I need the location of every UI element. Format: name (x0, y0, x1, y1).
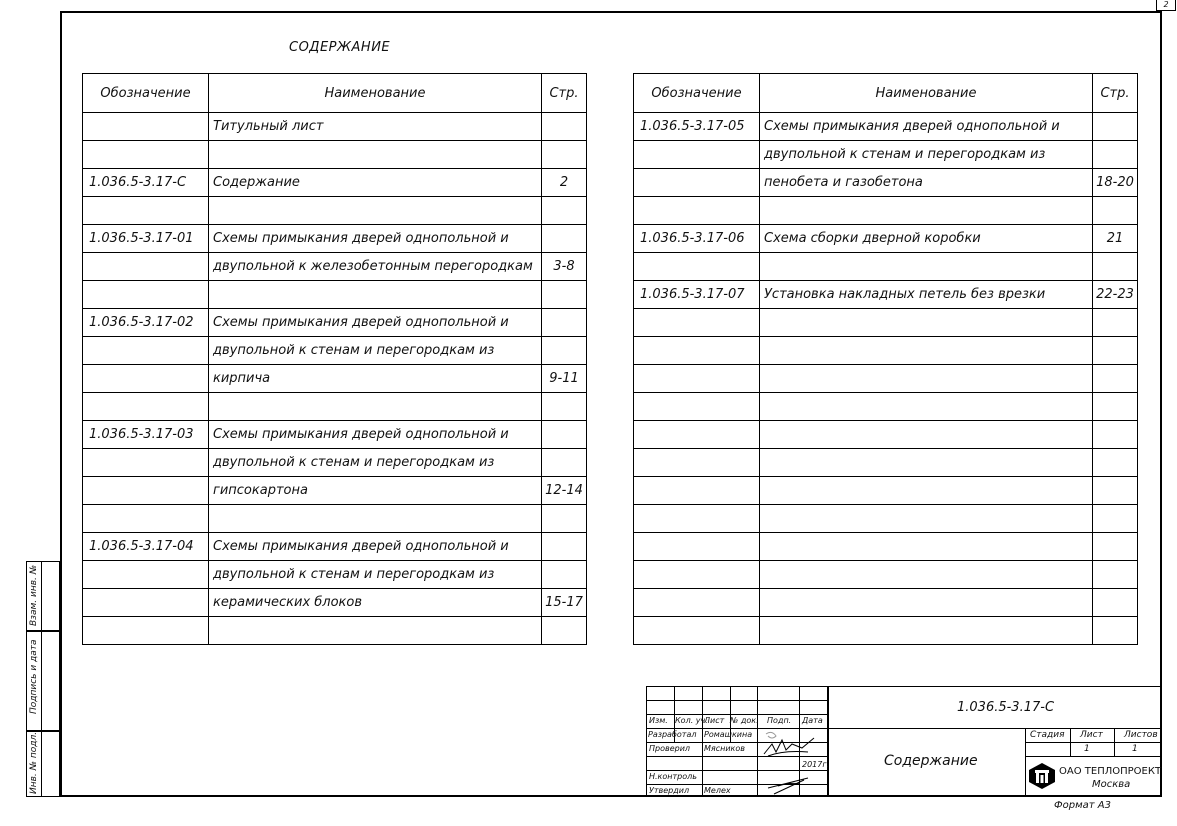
cell-designation: 1.036.5-3.17-07 (634, 281, 760, 309)
cell-name: Установка накладных петель без врезки (760, 281, 1093, 309)
cell-name (209, 197, 542, 225)
cell-name (760, 309, 1093, 337)
cell-name: Схемы примыкания дверей однопольной и (209, 421, 542, 449)
side-stamp-inv (26, 731, 60, 797)
table-row (83, 617, 587, 645)
side-label-vzam: Взам. инв. № (29, 564, 39, 626)
cell-name: Содержание (209, 169, 542, 197)
sheet-number: 2 (1156, 0, 1176, 11)
cell-designation (634, 393, 760, 421)
org-logo-icon (1027, 762, 1057, 790)
cell-designation: 1.036.5-3.17-05 (634, 113, 760, 141)
cell-page: 15-17 (542, 589, 587, 617)
cell-name (760, 589, 1093, 617)
table-row (83, 225, 587, 253)
table-row (634, 561, 1138, 589)
table-row (83, 309, 587, 337)
table-row (83, 477, 587, 505)
cell-page (542, 113, 587, 141)
role-prov: Проверил (649, 744, 691, 753)
cell-name (760, 393, 1093, 421)
cell-page (1093, 141, 1138, 169)
page-title: СОДЕРЖАНИЕ (289, 40, 391, 55)
table-row (634, 589, 1138, 617)
toc-table-left (82, 73, 587, 645)
cell-name (209, 281, 542, 309)
cell-name (760, 505, 1093, 533)
name-razrab: Ромашкина (704, 730, 753, 739)
listov-label: Листов (1124, 730, 1158, 740)
col-ndok: № док. (730, 716, 759, 725)
role-nkontr: Н.контроль (649, 772, 697, 781)
cell-page: 9-11 (542, 365, 587, 393)
cell-designation (634, 169, 760, 197)
doc-code: 1.036.5-3.17-С (957, 700, 1055, 715)
cell-name: керамических блоков (209, 589, 542, 617)
table-row (634, 365, 1138, 393)
cell-page (1093, 421, 1138, 449)
table-row (83, 533, 587, 561)
year: 2017г. (802, 760, 830, 769)
cell-name: двупольной к стенам и перегородкам из (209, 561, 542, 589)
cell-name: Схема сборки дверной коробки (760, 225, 1093, 253)
header-name: Наименование (760, 74, 1093, 113)
table-row (83, 253, 587, 281)
list-value: 1 (1084, 744, 1090, 754)
cell-designation (634, 533, 760, 561)
cell-name (209, 617, 542, 645)
table-row (83, 589, 587, 617)
cell-name: пенобета и газобетона (760, 169, 1093, 197)
table-row (83, 337, 587, 365)
cell-designation (634, 309, 760, 337)
cell-page (1093, 505, 1138, 533)
listov-value: 1 (1132, 744, 1138, 754)
cell-page (542, 309, 587, 337)
side-stamp-vzam (26, 561, 60, 631)
table-row (83, 141, 587, 169)
cell-page (1093, 337, 1138, 365)
cell-page: 22-23 (1093, 281, 1138, 309)
cell-designation (83, 365, 209, 393)
cell-page: 21 (1093, 225, 1138, 253)
cell-page (542, 393, 587, 421)
cell-designation (634, 449, 760, 477)
table-row (634, 169, 1138, 197)
cell-name: Схемы примыкания дверей однопольной и (209, 309, 542, 337)
cell-designation (83, 141, 209, 169)
table-row (83, 197, 587, 225)
cell-page (1093, 477, 1138, 505)
cell-page: 12-14 (542, 477, 587, 505)
cell-designation (634, 197, 760, 225)
cell-designation: 1.036.5-3.17-03 (83, 421, 209, 449)
cell-page (1093, 449, 1138, 477)
cell-name (760, 449, 1093, 477)
cell-designation (634, 337, 760, 365)
table-row (634, 225, 1138, 253)
cell-designation (83, 393, 209, 421)
cell-page (1093, 309, 1138, 337)
header-page: Стр. (1093, 74, 1138, 113)
name-prov: Мясников (704, 744, 745, 753)
cell-name: Схемы примыкания дверей однопольной и (209, 533, 542, 561)
table-row (634, 113, 1138, 141)
cell-page (1093, 617, 1138, 645)
table-row (634, 449, 1138, 477)
cell-designation (83, 477, 209, 505)
cell-name: двупольной к стенам и перегородкам из (760, 141, 1093, 169)
stadia-label: Стадия (1030, 730, 1065, 740)
cell-page (542, 337, 587, 365)
cell-page (542, 449, 587, 477)
cell-designation (83, 281, 209, 309)
cell-designation (83, 197, 209, 225)
cell-name (760, 477, 1093, 505)
table-row (83, 561, 587, 589)
cell-page (542, 141, 587, 169)
cell-name: Титульный лист (209, 113, 542, 141)
header-page: Стр. (542, 74, 587, 113)
col-list: Лист (704, 716, 725, 725)
cell-name: гипсокартона (209, 477, 542, 505)
side-label-podpis: Подпись и дата (29, 639, 39, 714)
cell-page (1093, 589, 1138, 617)
cell-designation (83, 589, 209, 617)
cell-page (1093, 197, 1138, 225)
cell-page (542, 197, 587, 225)
table-row (83, 421, 587, 449)
col-izm: Изм. (649, 716, 668, 725)
cell-name (760, 561, 1093, 589)
signature-drawing (758, 728, 818, 796)
table-row (634, 337, 1138, 365)
table-row (83, 505, 587, 533)
cell-name (760, 617, 1093, 645)
table-row (83, 281, 587, 309)
cell-name (760, 533, 1093, 561)
cell-name: Схемы примыкания дверей однопольной и (209, 225, 542, 253)
table-row (634, 141, 1138, 169)
table-row (634, 533, 1138, 561)
cell-page (1093, 561, 1138, 589)
cell-name (760, 365, 1093, 393)
cell-name: кирпича (209, 365, 542, 393)
cell-page (1093, 113, 1138, 141)
org-city: Москва (1092, 779, 1131, 790)
table-row (634, 281, 1138, 309)
cell-designation (634, 365, 760, 393)
table-row (634, 505, 1138, 533)
header-name: Наименование (209, 74, 542, 113)
cell-designation: 1.036.5-3.17-С (83, 169, 209, 197)
table-row (634, 393, 1138, 421)
cell-page (1093, 533, 1138, 561)
format-label: Формат А3 (1054, 800, 1111, 811)
header-designation: Обозначение (83, 74, 209, 113)
cell-page (1093, 393, 1138, 421)
table-row (634, 477, 1138, 505)
col-podp: Подп. (767, 716, 792, 725)
cell-designation (83, 617, 209, 645)
cell-designation (83, 337, 209, 365)
cell-name: Схемы примыкания дверей однопольной и (760, 113, 1093, 141)
org-name: ОАО ТЕПЛОПРОЕКТ (1059, 766, 1162, 777)
cell-designation (634, 561, 760, 589)
cell-name: двупольной к стенам и перегородкам из (209, 449, 542, 477)
table-row (83, 393, 587, 421)
cell-designation (634, 589, 760, 617)
table-row (634, 421, 1138, 449)
cell-page (542, 617, 587, 645)
cell-designation (83, 253, 209, 281)
name-utv: Мелех (704, 786, 731, 795)
cell-designation (83, 449, 209, 477)
cell-name: двупольной к стенам и перегородкам из (209, 337, 542, 365)
col-kol: Кол. уч. (675, 716, 708, 725)
table-row (634, 617, 1138, 645)
cell-designation (634, 477, 760, 505)
table-row (83, 169, 587, 197)
cell-page: 2 (542, 169, 587, 197)
cell-designation (83, 561, 209, 589)
table-row (83, 449, 587, 477)
cell-name (760, 337, 1093, 365)
cell-name (760, 197, 1093, 225)
cell-page (542, 225, 587, 253)
side-stamp-podpis (26, 631, 60, 731)
header-designation: Обозначение (634, 74, 760, 113)
cell-name (209, 141, 542, 169)
table-row (634, 197, 1138, 225)
cell-page (1093, 253, 1138, 281)
cell-name (760, 253, 1093, 281)
cell-page (542, 505, 587, 533)
cell-designation (634, 253, 760, 281)
cell-page (542, 281, 587, 309)
side-label-inv: Инв. № подл. (29, 731, 39, 794)
cell-page (542, 561, 587, 589)
cell-designation (634, 617, 760, 645)
cell-page (1093, 365, 1138, 393)
role-utv: Утвердил (649, 786, 690, 795)
cell-designation (634, 505, 760, 533)
cell-name (760, 421, 1093, 449)
cell-designation: 1.036.5-3.17-04 (83, 533, 209, 561)
table-row (634, 253, 1138, 281)
cell-designation (634, 141, 760, 169)
cell-page: 3-8 (542, 253, 587, 281)
cell-name: двупольной к железобетонным перегородкам (209, 253, 542, 281)
doc-name: Содержание (884, 753, 978, 769)
cell-designation: 1.036.5-3.17-06 (634, 225, 760, 253)
cell-name (209, 505, 542, 533)
cell-page: 18-20 (1093, 169, 1138, 197)
role-razrab: Разработал (648, 730, 697, 739)
cell-designation: 1.036.5-3.17-02 (83, 309, 209, 337)
cell-designation (83, 505, 209, 533)
col-data: Дата (802, 716, 823, 725)
list-label: Лист (1080, 730, 1103, 740)
table-row (634, 309, 1138, 337)
cell-name (209, 393, 542, 421)
toc-table-right (633, 73, 1138, 645)
cell-page (542, 421, 587, 449)
cell-designation: 1.036.5-3.17-01 (83, 225, 209, 253)
cell-page (542, 533, 587, 561)
title-block (646, 686, 1162, 797)
cell-designation (634, 421, 760, 449)
table-row (83, 113, 587, 141)
cell-designation (83, 113, 209, 141)
table-row (83, 365, 587, 393)
